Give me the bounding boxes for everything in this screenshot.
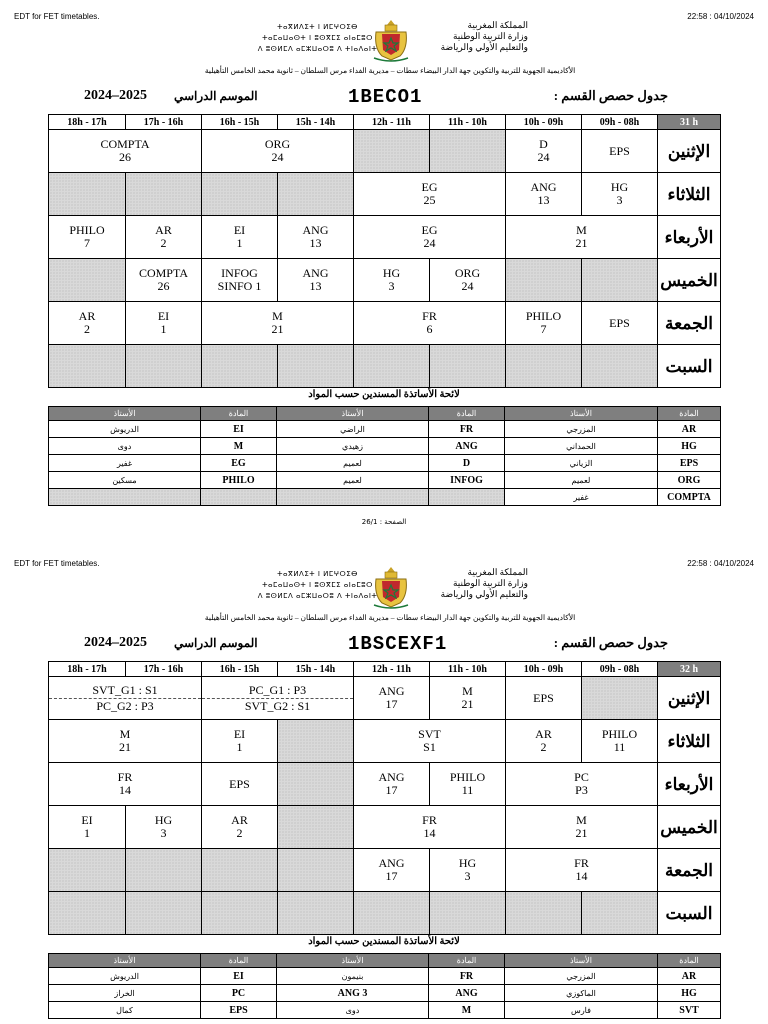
day-row-monday (49, 677, 721, 720)
session-cell: FR 6 (354, 302, 506, 345)
empty-slot (278, 849, 354, 892)
timetable-grid (48, 661, 721, 935)
empty-slot (278, 892, 354, 935)
period-header-row (49, 115, 721, 130)
session-cell: HG 3 (126, 806, 202, 849)
empty-slot (506, 259, 582, 302)
day-label: الثلاثاء (658, 720, 721, 763)
letterhead (200, 18, 580, 80)
empty-slot (582, 677, 658, 720)
day-row-wednesday (49, 763, 721, 806)
day-row-friday (49, 849, 721, 892)
session-cell: ANG 17 (354, 849, 430, 892)
empty-slot (126, 849, 202, 892)
empty-slot (278, 345, 354, 388)
generator-label: EDT for FET timetables. (14, 559, 100, 568)
teachers-row: الدريوش EI بنيمون FR المزرجي AR (49, 968, 721, 985)
day-row-saturday (49, 345, 721, 388)
timetable-grid (48, 114, 721, 388)
period-header: 11h - 10h (430, 662, 506, 677)
empty-slot (202, 173, 278, 216)
teachers-row: مسكين PHILO لعميم INFOG لعميم ORG (49, 472, 721, 489)
timetable-label: جدول حصص القسم : (553, 635, 668, 650)
period-header: 17h - 16h (126, 662, 202, 677)
empty-slot (582, 259, 658, 302)
session-cell: AR 2 (126, 216, 202, 259)
empty-slot (582, 345, 658, 388)
letterhead (200, 565, 580, 627)
weekly-hours: 31 h (658, 115, 721, 130)
day-label: الأربعاء (658, 763, 721, 806)
period-header: 10h - 09h (506, 662, 582, 677)
empty-slot (506, 345, 582, 388)
empty-slot (49, 849, 126, 892)
session-cell: ANG 13 (278, 216, 354, 259)
session-cell: M 21 (49, 720, 202, 763)
split-session-cell: SVT_G1 : S1 PC_G2 : P3 (49, 677, 202, 720)
session-cell: ORG 24 (430, 259, 506, 302)
day-row-saturday (49, 892, 721, 935)
session-cell: M 21 (506, 806, 658, 849)
day-row-friday (49, 302, 721, 345)
day-label: الخميس (658, 259, 721, 302)
tifinagh-header: ⵜⴰⴳⵍⴷⵉⵜ ⵏ ⵍⵎⵖⵔⵉⴱ ⵜⴰⵎⴰⵡⴰⵙⵜ ⵏ ⵓⵙⴳⵎⵉ ⴰⵏⴰⵎⵓⵔ ⴷ ⵓⵙⵍⵎⴷ ⴰⵎⵣⵡⴰⵔⵓ ⴷ ⵜⵏⴰⴷⴰⵏⵜ (257, 570, 378, 600)
arabic-header: المملكة المغربية وزارة التربية الوطنية والتعليم الأولي والرياضة (440, 567, 528, 599)
session-cell: FR 14 (506, 849, 658, 892)
timetable-label: جدول حصص القسم : (553, 88, 668, 103)
empty-slot (582, 892, 658, 935)
session-cell: PHILO 11 (582, 720, 658, 763)
session-cell: ANG 17 (354, 677, 430, 720)
empty-slot (49, 173, 126, 216)
day-label: الخميس (658, 806, 721, 849)
class-name: 1BSCEXF1 (348, 633, 448, 655)
empty-slot (49, 345, 126, 388)
timestamp: 22:58 : 04/10/2024 (687, 12, 754, 21)
session-cell: AR 2 (49, 302, 126, 345)
timestamp: 22:58 : 04/10/2024 (687, 559, 754, 568)
session-cell: AR 2 (506, 720, 582, 763)
day-row-tuesday (49, 173, 721, 216)
split-session-cell: PC_G1 : P3 SVT_G2 : S1 (202, 677, 354, 720)
empty-slot (430, 892, 506, 935)
empty-slot (506, 892, 582, 935)
empty-slot (354, 130, 430, 173)
teachers-row: الخراز PC ANG 3 ANG الماكوزي HG (49, 985, 721, 1002)
session-cell: PHILO 7 (506, 302, 582, 345)
school-year: 2024–2025 (84, 88, 147, 103)
page-number: الصفحة : 26/1 (361, 518, 407, 526)
timetable-title-row (48, 633, 720, 657)
session-cell: PC P3 (506, 763, 658, 806)
session-cell: INFOG SINFO 1 (202, 259, 278, 302)
session-cell: SVT S1 (354, 720, 506, 763)
empty-slot (278, 173, 354, 216)
period-header: 15h - 14h (278, 662, 354, 677)
session-cell: COMPTA 26 (126, 259, 202, 302)
coat-of-arms-emblem (372, 18, 410, 62)
day-row-thursday (49, 806, 721, 849)
teachers-header-row: الأستاذ المادة الأستاذ المادة الأستاذ المادة (49, 954, 721, 968)
session-cell: M 21 (202, 302, 354, 345)
period-header: 12h - 11h (354, 662, 430, 677)
period-header: 09h - 08h (582, 662, 658, 677)
period-header: 10h - 09h (506, 115, 582, 130)
academy-line: الأكاديمية الجهوية للتربية والتكوين جهة الدار البيضاء سطات – مديرية الفداء مرس السلطان – ثانوية محمد الخامس التأهيلية (204, 66, 576, 75)
day-row-tuesday (49, 720, 721, 763)
empty-slot (278, 720, 354, 763)
session-cell: EI 1 (202, 216, 278, 259)
session-cell: EI 1 (202, 720, 278, 763)
session-cell: COMPTA 26 (49, 130, 202, 173)
empty-slot (126, 892, 202, 935)
session-cell: D 24 (506, 130, 582, 173)
empty-slot (49, 259, 126, 302)
session-cell: PHILO 7 (49, 216, 126, 259)
session-cell: M 21 (506, 216, 658, 259)
period-header: 15h - 14h (278, 115, 354, 130)
teachers-row: كمال EPS دوى M فارس SVT (49, 1002, 721, 1019)
session-cell: FR 14 (354, 806, 506, 849)
teachers-row: الدريوش EI الراضي FR المزرجي AR (49, 421, 721, 438)
school-year-label: الموسم الدراسي (174, 636, 258, 650)
session-cell: EPS (202, 763, 278, 806)
day-label: السبت (658, 892, 721, 935)
session-cell: AR 2 (202, 806, 278, 849)
arabic-header: المملكة المغربية وزارة التربية الوطنية والتعليم الأولي والرياضة (440, 20, 528, 52)
teachers-row: غفير COMPTA (49, 489, 721, 506)
day-label: الإثنين (658, 677, 721, 720)
empty-slot (202, 345, 278, 388)
session-cell: EG 24 (354, 216, 506, 259)
day-label: الإثنين (658, 130, 721, 173)
empty-slot (126, 345, 202, 388)
session-cell: EPS (582, 130, 658, 173)
empty-slot (278, 806, 354, 849)
teachers-row: دوى M زهيدي ANG الحمداني HG (49, 438, 721, 455)
session-cell: EPS (506, 677, 582, 720)
coat-of-arms-emblem (372, 565, 410, 609)
session-cell: EPS (582, 302, 658, 345)
empty-slot (354, 345, 430, 388)
period-header: 11h - 10h (430, 115, 506, 130)
empty-slot (354, 892, 430, 935)
period-header: 18h - 17h (49, 115, 126, 130)
timetable-title-row (48, 86, 720, 110)
day-row-wednesday (49, 216, 721, 259)
empty-slot (126, 173, 202, 216)
day-row-thursday (49, 259, 721, 302)
session-cell: FR 14 (49, 763, 202, 806)
teachers-row: غفير EG لعميم D الزياني EPS (49, 455, 721, 472)
session-cell: ANG 17 (354, 763, 430, 806)
empty-slot (202, 849, 278, 892)
teachers-list-title: لائحة الأساتذة المسندين حسب المواد (308, 389, 460, 400)
period-header-row (49, 662, 721, 677)
period-header: 18h - 17h (49, 662, 126, 677)
empty-slot (430, 130, 506, 173)
empty-slot (202, 892, 278, 935)
school-year-label: الموسم الدراسي (174, 89, 258, 103)
day-label: السبت (658, 345, 721, 388)
session-cell: HG 3 (582, 173, 658, 216)
academy-line: الأكاديمية الجهوية للتربية والتكوين جهة الدار البيضاء سطات – مديرية الفداء مرس السلطان – ثانوية محمد الخامس التأهيلية (204, 613, 576, 622)
session-cell: PHILO 11 (430, 763, 506, 806)
period-header: 16h - 15h (202, 115, 278, 130)
empty-slot (49, 892, 126, 935)
period-header: 09h - 08h (582, 115, 658, 130)
empty-slot (430, 345, 506, 388)
teachers-list-title: لائحة الأساتذة المسندين حسب المواد (308, 936, 460, 947)
day-label: الأربعاء (658, 216, 721, 259)
class-name: 1BECO1 (348, 86, 423, 108)
teachers-header-row: الأستاذ المادة الأستاذ المادة الأستاذ المادة (49, 407, 721, 421)
generator-label: EDT for FET timetables. (14, 12, 100, 21)
period-header: 17h - 16h (126, 115, 202, 130)
session-cell: EG 25 (354, 173, 506, 216)
session-cell: EI 1 (126, 302, 202, 345)
session-cell: ANG 13 (506, 173, 582, 216)
session-cell: M 21 (430, 677, 506, 720)
day-label: الجمعة (658, 302, 721, 345)
session-cell: HG 3 (354, 259, 430, 302)
session-cell: ANG 13 (278, 259, 354, 302)
day-row-monday (49, 130, 721, 173)
session-cell: ORG 24 (202, 130, 354, 173)
tifinagh-header: ⵜⴰⴳⵍⴷⵉⵜ ⵏ ⵍⵎⵖⵔⵉⴱ ⵜⴰⵎⴰⵡⴰⵙⵜ ⵏ ⵓⵙⴳⵎⵉ ⴰⵏⴰⵎⵓⵔ ⴷ ⵓⵙⵍⵎⴷ ⴰⵎⵣⵡⴰⵔⵓ ⴷ ⵜⵏⴰⴷⴰⵏⵜ (257, 23, 378, 53)
school-year: 2024–2025 (84, 635, 147, 650)
session-cell: HG 3 (430, 849, 506, 892)
period-header: 12h - 11h (354, 115, 430, 130)
teachers-table (48, 953, 721, 1019)
session-cell: EI 1 (49, 806, 126, 849)
teachers-table (48, 406, 721, 506)
period-header: 16h - 15h (202, 662, 278, 677)
empty-slot (278, 763, 354, 806)
day-label: الجمعة (658, 849, 721, 892)
weekly-hours: 32 h (658, 662, 721, 677)
day-label: الثلاثاء (658, 173, 721, 216)
